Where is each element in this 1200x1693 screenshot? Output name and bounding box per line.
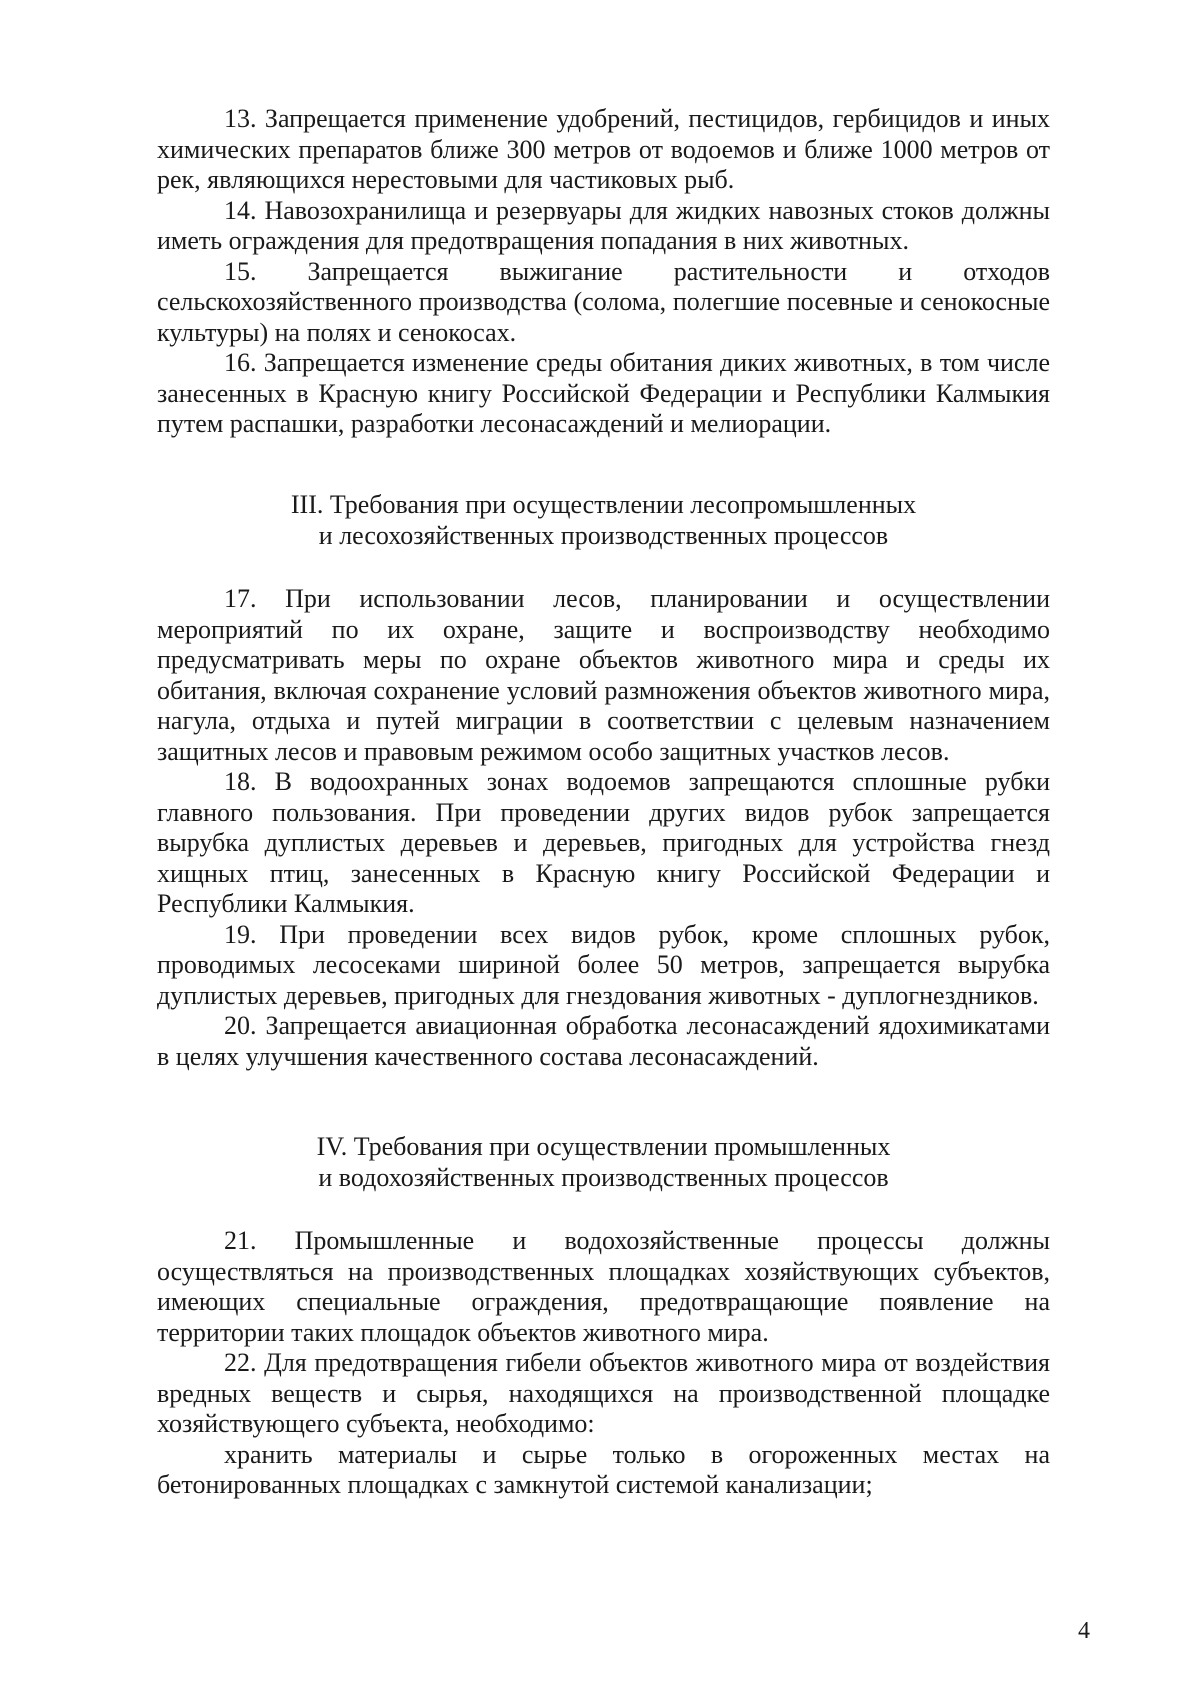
- paragraph-20: 20. Запрещается авиационная обработка лесонасаждений ядохимикатами в целях улучшения качественного состава лесонасаждений.: [157, 1011, 1050, 1071]
- paragraph-18: 18. В водоохранных зонах водоемов запрещаются сплошные рубки главного пользования. При проведении других видов рубок запрещается вырубка дуплистых деревьев и деревьев, пригодных для устройства гнезд хищных птиц, занесенных в Красную книгу Российской Федерации и Республики Калмыкия.: [157, 767, 1050, 918]
- paragraph-17: 17. При использовании лесов, планировании и осуществлении мероприятий по их охране, защите и воспроизводству необходимо предусматривать меры по охране объектов животного мира и среды их обитания, включая сохранение условий размножения объектов животного мира, нагула, отдыха и путей миграции в соответствии с целевым назначением защитных лесов и правовым режимом особо защитных участков лесов.: [157, 584, 1050, 766]
- section-4-title-line-1: IV. Требования при осуществлении промышленных: [316, 1132, 891, 1161]
- paragraph-21: 21. Промышленные и водохозяйственные процессы должны осуществляться на производственных площадках хозяйствующих субъектов, имеющих специальные ограждения, предотвращающие появление на территории таких площадок объектов животного мира.: [157, 1226, 1050, 1347]
- section-3-title-line-1: III. Требования при осуществлении лесопромышленных: [290, 490, 917, 519]
- section-4-title-line-2: и водохозяйственных производственных процессов: [318, 1162, 889, 1192]
- section-3-paragraphs: [157, 584, 1050, 1072]
- paragraph-14: 14. Навозохранилища и резервуары для жидких навозных стоков должны иметь ограждения для предотвращения попадания в них животных.: [157, 195, 1050, 255]
- section-4-paragraphs: [157, 1226, 1050, 1501]
- section-4-heading: [157, 1132, 1050, 1193]
- paragraph-19: 19. При проведении всех видов рубок, кроме сплошных рубок, проводимых лесосеками шириной более 50 метров, запрещается вырубка дуплистых деревьев, пригодных для гнездования животных - дуплогнездников.: [157, 919, 1050, 1010]
- paragraph-16: 16. Запрещается изменение среды обитания диких животных, в том числе занесенных в Красную книгу Российской Федерации и Республики Калмыкия путем распашки, разработки лесонасаждений и мелиорации.: [157, 348, 1050, 438]
- paragraphs-block-intro: [157, 104, 1050, 440]
- page-number: 4: [1078, 1618, 1090, 1644]
- paragraph-13: 13. Запрещается применение удобрений, пестицидов, гербицидов и иных химических препаратов ближе 300 метров от водоемов и ближе 1000 метров от рек, являющихся нерестовыми для частиковых рыб.: [157, 104, 1050, 194]
- paragraph-22: 22. Для предотвращения гибели объектов животного мира от воздействия вредных веществ и сырья, находящихся на производственной площадке хозяйствующего субъекта, необходимо:: [157, 1348, 1050, 1438]
- paragraph-22-item: хранить материалы и сырье только в огороженных местах на бетонированных площадках с замкнутой системой канализации;: [157, 1439, 1050, 1499]
- paragraph-15: 15. Запрещается выжигание растительности и отходов сельскохозяйственного производства (солома, полегшие посевные и сенокосные культуры) на полях и сенокосах.: [157, 256, 1050, 347]
- section-3-heading: [157, 490, 1050, 551]
- section-3-title-line-2: и лесохозяйственных производственных процессов: [318, 520, 889, 550]
